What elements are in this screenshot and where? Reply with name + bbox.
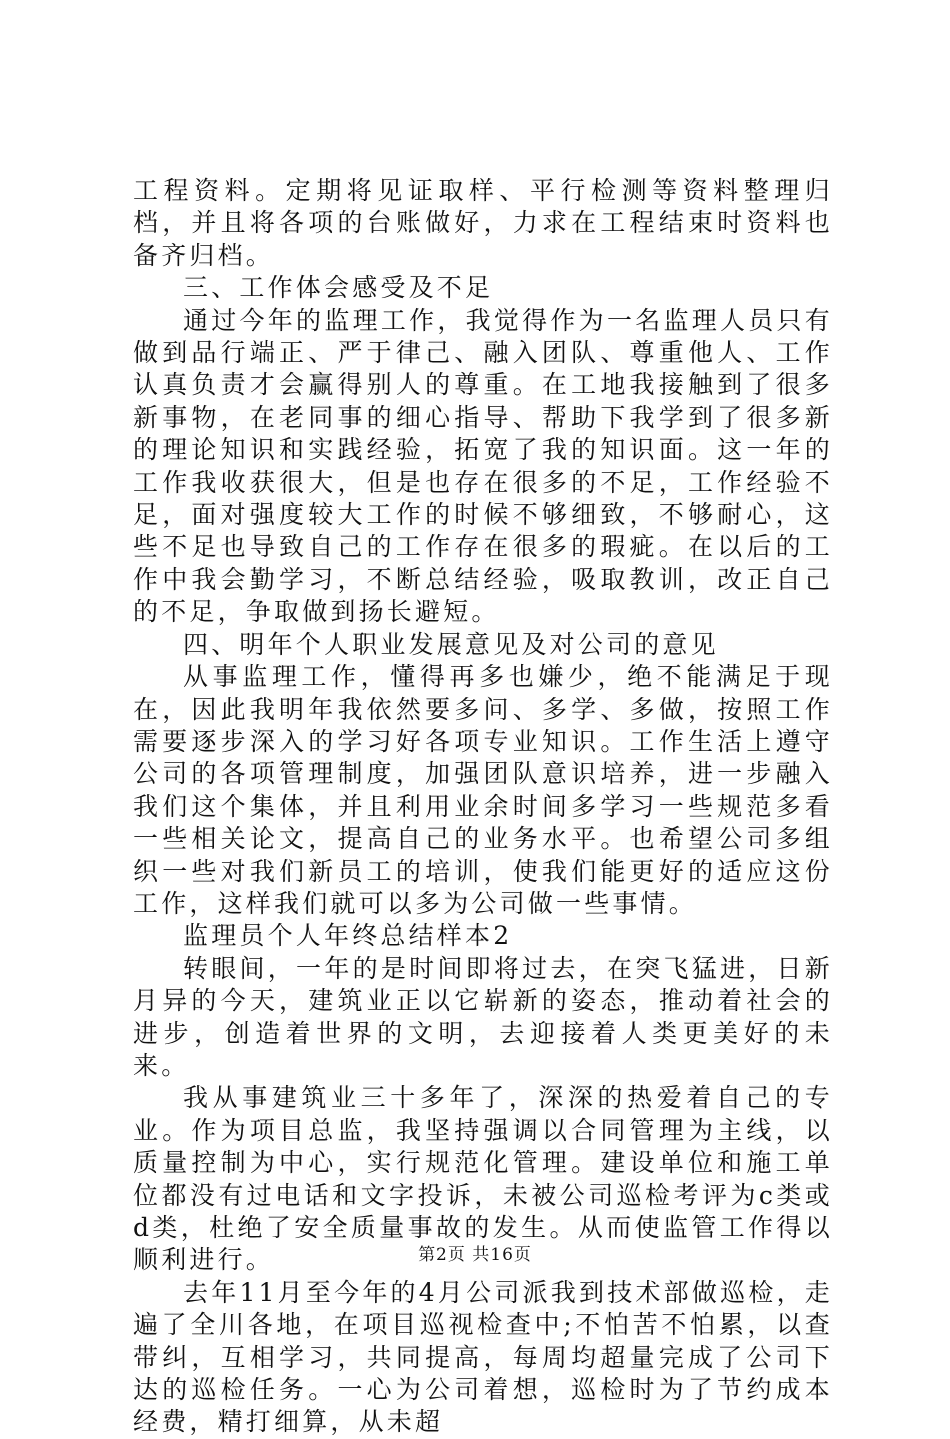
paragraph: 转眼间，一年的是时间即将过去，在突飞猛进，日新月异的今天，建筑业正以它崭新的姿态，推动着社会的进步，创造着世界的文明，去迎接着人类更美好的未来。 xyxy=(133,953,833,1080)
paragraph: 通过今年的监理工作，我觉得作为一名监理人员只有做到品行端正、严于律己、融入团队、尊重他人、工作认真负责才会赢得别人的尊重。在工地我接触到了很多新事物，在老同事的细心指导、帮助下我学到了很多新的理论知识和实践经验，拓宽了我的知识面。这一年的工作我收获很大，但是也存在很多的不足，工作经验不足，面对强度较大工作的时候不够细致，不够耐心，这些不足也导致自己的工作存在很多的瑕疵。在以后的工作中我会勤学习，不断总结经验，吸取教训，改正自己的不足，争取做到扬长避短。 xyxy=(133,305,833,627)
page-number-footer: 第2页 共16页 xyxy=(418,1245,532,1265)
paragraph: 我从事建筑业三十多年了，深深的热爱着自己的专业。作为项目总监，我坚持强调以合同管理为主线，以质量控制为中心，实行规范化管理。建设单位和施工单位都没有过电话和文字投诉，未被公司巡检考评为c类或d类，杜绝了安全质量事故的发生。从而使监管工作得以顺利进行。 xyxy=(133,1083,833,1275)
section-heading-4: 四、明年个人职业发展意见及对公司的意见 xyxy=(183,629,719,659)
section-heading-3: 三、工作体会感受及不足 xyxy=(183,273,494,303)
sample-title: 监理员个人年终总结样本2 xyxy=(183,921,513,951)
paragraph-continuation: 工程资料。定期将见证取样、平行检测等资料整理归档，并且将各项的台账做好，力求在工程结束时资料也备齐归档。 xyxy=(133,176,833,270)
paragraph: 从事监理工作，懂得再多也嫌少，绝不能满足于现在，因此我明年我依然要多问、多学、多做，按照工作需要逐步深入的学习好各项专业知识。工作生活上遵守公司的各项管理制度，加强团队意识培养，进一步融入我们这个集体，并且利用业余时间多学习一些规范多看一些相关论文，提高自己的业务水平。也希望公司多组织一些对我们新员工的培训，使我们能更好的适应这份工作，这样我们就可以多为公司做一些事情。 xyxy=(133,662,833,918)
paragraph: 去年11月至今年的4月公司派我到技术部做巡检，走遍了全川各地，在项目巡视检查中;不怕苦不怕累，以查带纠，互相学习，共同提高，每周均超量完成了公司下达的巡检任务。一心为公司着想，巡检时为了节约成本经费，精打细算，从未超 xyxy=(133,1277,833,1437)
